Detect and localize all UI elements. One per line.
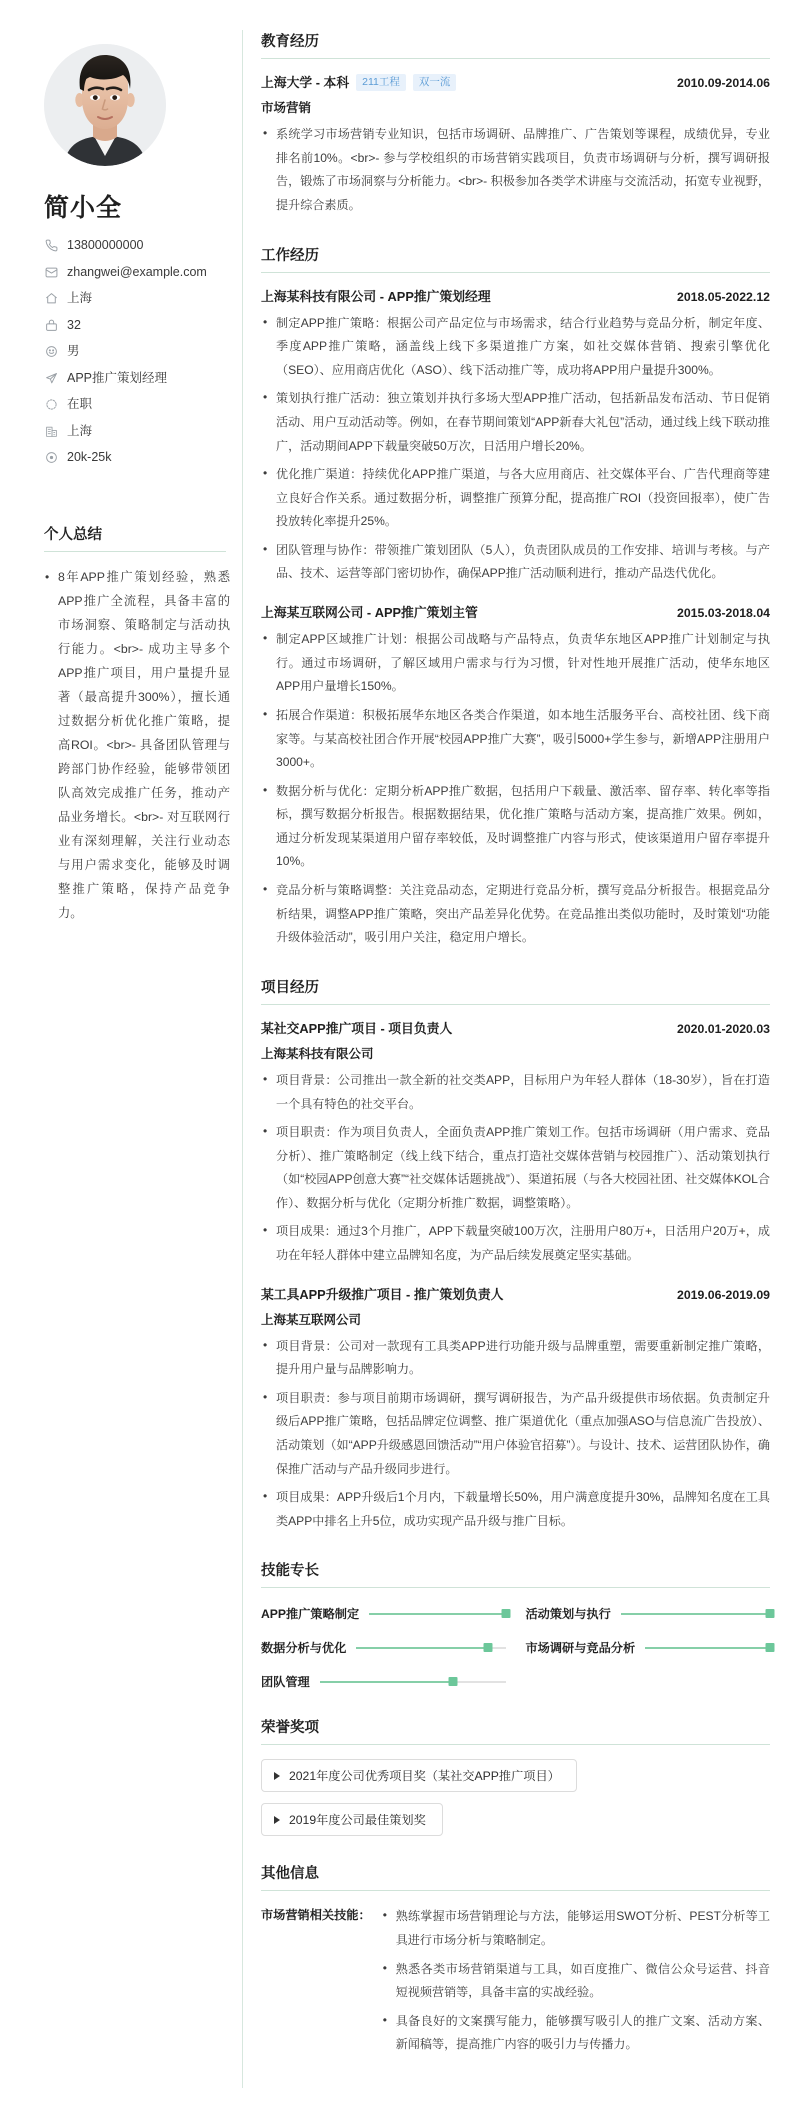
bullet-item: • 具备良好的文案撰写能力，能够撰写吸引人的推广文案、活动方案、新闻稿等，提高推广内容的吸引力与传播力。 (381, 2010, 770, 2057)
work-bullets (261, 312, 770, 586)
age-icon (44, 318, 58, 332)
project-company: 上海某科技有限公司 (261, 1046, 374, 1061)
skill-label: 数据分析与优化 (261, 1641, 347, 1656)
education-major: 市场营销 (261, 101, 312, 116)
salary-icon (44, 451, 58, 465)
skill-slider[interactable] (369, 1613, 505, 1615)
page-title: 简小全 (44, 194, 123, 222)
bullet-item: • 竞品分析与策略调整：关注竞品动态，定期进行竞品分析，撰写竞品分析报告。根据竞品分析结果，调整APP推广策略，突出产品差异化优势。在竞品推出类似功能时，及时策划“功能升级体验活动”，吸引用户关注，稳定用户增长。 (261, 879, 770, 950)
contact-value: 在职 (67, 397, 93, 411)
skill-label: 市场调研与竞品分析 (525, 1641, 636, 1656)
section-honors (261, 1716, 770, 1836)
section-title-projects: 项目经历 (261, 976, 770, 1005)
skill-fill (320, 1681, 454, 1683)
main-content (257, 24, 776, 2088)
contact-hometown (44, 291, 222, 306)
contact-value: 上海 (67, 423, 93, 438)
honor-label: 2021年度公司优秀项目奖（某社交APP推广项目） (289, 1769, 560, 1784)
education-tag: 211工程 (356, 74, 406, 92)
entry-title-text: 某工具APP升级推广项目 - 推广策划负责人 (261, 1286, 504, 1302)
home-icon (44, 292, 58, 306)
bullet-item: • 制定APP推广策略：根据公司产品定位与市场需求，结合行业趋势与竞品分析，制定年度、季度APP推广策略，涵盖线上线下多渠道推广方案，如社交媒体营销、搜索引擎优化（SEO）、应用商店优化（ASO）、线下活动推广等，成功将APP用户量提升300%。 (261, 312, 770, 383)
work-date: 2018.05-2022.12 (677, 289, 770, 304)
bullet-item: • 项目背景：公司推出一款全新的社交类APP，目标用户为年轻人群体（18-30岁），旨在打造一个具有特色的社交平台。 (261, 1069, 770, 1116)
summary-section-title: 个人总结 (44, 523, 226, 552)
section-title-work: 工作经历 (261, 244, 770, 273)
work-entry (261, 287, 770, 587)
contact-gender (44, 344, 222, 359)
skill-knob[interactable] (766, 1643, 775, 1652)
bullet-item: • 数据分析与优化：定期分析APP推广数据，包括用户下载量、激活率、留存率、转化率等指标，撰写数据分析报告。根据数据结果，优化推广策略与活动方案，提高推广效果。例如，通过分析发现某渠道用户留存率较低，及时调整推广内容与形式，使该渠道用户留存率提升10%。 (261, 780, 770, 874)
other-info-bullets (381, 1905, 770, 2061)
contact-email (44, 265, 222, 280)
project-bullets (261, 1069, 770, 1268)
portrait-photo-icon (44, 44, 166, 166)
bullet-item: • 策划执行推广活动：独立策划并执行多场大型APP推广活动，包括新品发布活动、节日促销活动、用户互动活动等。例如，在春节期间策划“APP新春大礼包”活动，通过线上线下联动推广，活动期间APP下载量突破50万次，日活用户增长20%。 (261, 387, 770, 458)
skill-knob[interactable] (501, 1609, 510, 1618)
contact-city (44, 424, 222, 439)
skill-item (261, 1639, 506, 1656)
skill-knob[interactable] (449, 1677, 458, 1686)
phone-icon (44, 239, 58, 253)
city-icon (44, 424, 58, 438)
skill-fill (621, 1613, 770, 1615)
skill-knob[interactable] (766, 1609, 775, 1618)
contact-value: 20k-25k (67, 450, 112, 464)
email-icon (44, 265, 58, 279)
skill-slider[interactable] (320, 1681, 506, 1683)
project-name-role (261, 1285, 503, 1304)
contact-value: 13800000000 (67, 238, 144, 252)
contact-employment-status (44, 397, 222, 412)
skill-fill (369, 1613, 505, 1615)
entry-head (261, 1285, 770, 1304)
entry-title-text: 上海某互联网公司 - APP推广策划主管 (261, 605, 478, 621)
bullet-item: • 项目职责：参与项目前期市场调研，撰写调研报告，为产品升级提供市场依据。负责制定升级后APP推广策略，包括品牌定位调整、推广渠道优化（重点加强ASO与信息流广告投放）、活动策划（如“APP升级感恩回馈活动”“用户体验官招募”）。与设计、技术、运营团队协作，确保推广活动与产品升级同步进行。 (261, 1387, 770, 1481)
vertical-divider (242, 30, 243, 2088)
section-title-honors: 荣誉奖项 (261, 1716, 770, 1745)
gender-icon (44, 345, 58, 359)
skill-label: 团队管理 (261, 1675, 310, 1690)
work-bullets (261, 628, 770, 950)
education-school-degree (261, 73, 456, 92)
project-entry (261, 1019, 770, 1268)
entry-title-text: 上海大学 - 本科 (261, 75, 350, 90)
entry-head (261, 73, 770, 92)
honor-label: 2019年度公司最佳策划奖 (289, 1813, 426, 1828)
bullet-item: • 系统学习市场营销专业知识，包括市场调研、品牌推广、广告策划等课程，成绩优异，专业排名前10%。<br>- 参与学校组织的市场营销实践项目，负责市场调研与分析，撰写调研报告，锻炼了市场洞察与分析能力。<br>- 积极参加各类学术讲座与交流活动，拓宽专业视野，提升综合素质。 (261, 123, 770, 217)
status-icon (44, 398, 58, 412)
skill-item (261, 1673, 506, 1690)
skill-slider[interactable] (356, 1647, 505, 1649)
contact-phone (44, 238, 222, 253)
bullet-item: • 项目背景：公司对一款现有工具类APP进行功能升级与品牌重塑，需要重新制定推广策略，提升用户量与品牌影响力。 (261, 1335, 770, 1382)
section-skills (261, 1559, 770, 1690)
project-date: 2020.01-2020.03 (677, 1021, 770, 1036)
work-entry (261, 603, 770, 950)
contact-value: APP推广策划经理 (67, 370, 168, 385)
project-company: 上海某互联网公司 (261, 1312, 362, 1327)
honor-chip[interactable] (261, 1759, 577, 1792)
bullet-item: • 优化推广渠道：持续优化APP推广渠道，与各大应用商店、社交媒体平台、广告代理商等建立良好合作关系。通过数据分析，调整推广预算分配，提高推广ROI（投资回报率），使广告投放转化率提升25%。 (261, 463, 770, 534)
project-name-role (261, 1019, 452, 1038)
section-title-skills: 技能专长 (261, 1559, 770, 1588)
skill-fill (356, 1647, 487, 1649)
education-tag: 双一流 (413, 74, 457, 92)
project-date: 2019.06-2019.09 (677, 1287, 770, 1302)
job-title-icon (44, 371, 58, 385)
contact-value: 男 (67, 344, 80, 358)
bullet-item: • 拓展合作渠道：积极拓展华东地区各类合作渠道，如本地生活服务平台、高校社团、线下商家等。与某高校社团合作开展“校园APP推广大赛”，吸引5000+学生参与，新增APP注册用户3000+。 (261, 704, 770, 775)
bullet-item: • 项目职责：作为项目负责人，全面负责APP推广策划工作。包括市场调研（用户需求、竞品分析）、推广策略制定（线上线下结合，重点打造社交媒体营销与校园推广）、活动策划执行（如“校园APP创意大赛”“社交媒体话题挑战”）、渠道拓展（与各大校园社团、社交媒体KOL合作）、数据分析与优化（定期分析推广数据，调整策略）。 (261, 1121, 770, 1215)
project-entry (261, 1285, 770, 1534)
entry-head (261, 287, 770, 306)
honor-row (261, 1759, 770, 1792)
work-company-role (261, 603, 478, 622)
section-title-other-info: 其他信息 (261, 1862, 770, 1891)
play-triangle-icon (274, 1772, 280, 1780)
skills-grid-spacer (526, 1673, 771, 1690)
contact-salary (44, 450, 222, 465)
section-other-info (261, 1862, 770, 2061)
skill-fill (645, 1647, 770, 1649)
entry-title-text: 某社交APP推广项目 - 项目负责人 (261, 1020, 453, 1036)
contact-job-title (44, 371, 222, 386)
skill-slider[interactable] (645, 1647, 770, 1649)
section-work (261, 244, 770, 950)
sidebar (18, 24, 236, 926)
bullet-item: • 熟悉各类市场营销渠道与工具，如百度推广、微信公众号运营、抖音短视频营销等，具备丰富的实战经验。 (381, 1958, 770, 2005)
skill-item (526, 1639, 771, 1656)
skill-label: APP推广策略制定 (261, 1607, 360, 1622)
bullet-item: • 熟练掌握市场营销理论与方法，能够运用SWOT分析、PEST分析等工具进行市场分析与策略制定。 (381, 1905, 770, 1952)
project-bullets (261, 1335, 770, 1534)
contact-value: 32 (67, 317, 81, 332)
avatar (44, 44, 166, 166)
summary-text: • 8年APP推广策划经验，熟悉APP推广全流程，具备丰富的市场洞察、策略制定与活动执行能力。<br>- 成功主导多个APP推广项目，用户量提升显著（最高提升300%），擅长通过数据分析优化推广策略，提高ROI。<br>- 具备团队管理与跨部门协作经验，能够带领团队高效完成推广任务，推动产品业务增长。<br>- 对互联网行业有深刻理解，关注行业动态与用户需求变化，能够及时调整推广策略，保持产品竞争力。 (44, 566, 230, 926)
skill-label: 活动策划与执行 (525, 1607, 611, 1622)
section-projects (261, 976, 770, 1534)
work-date: 2015.03-2018.04 (677, 606, 770, 621)
other-info-label: 市场营销相关技能： (261, 1908, 371, 1923)
bullet-item: • 团队管理与协作：带领推广策划团队（5人），负责团队成员的工作安排、培训与考核。与产品、技术、运营等部门密切协作，确保APP推广活动顺利进行，推动产品迭代优化。 (261, 539, 770, 586)
entry-title-text: 上海某科技有限公司 - APP推广策划经理 (261, 288, 491, 304)
section-title-education: 教育经历 (261, 30, 770, 59)
entry-head (261, 1019, 770, 1038)
entry-head (261, 603, 770, 622)
honor-row (261, 1803, 770, 1836)
skill-knob[interactable] (483, 1643, 492, 1652)
contact-list (44, 238, 222, 465)
work-company-role (261, 287, 491, 306)
skill-item (261, 1605, 506, 1622)
skill-slider[interactable] (621, 1613, 770, 1615)
bullet-item: • 制定APP区域推广计划：根据公司战略与产品特点，负责华东地区APP推广计划制定与执行。通过市场调研，了解区域用户需求与行为习惯，针对性地开展推广活动，使华东地区APP用户量增长150%。 (261, 628, 770, 699)
skills-grid (261, 1602, 770, 1690)
education-bullets (261, 123, 770, 217)
education-entry (261, 73, 770, 218)
honor-chip[interactable] (261, 1803, 443, 1836)
other-info-block (261, 1905, 770, 2061)
play-triangle-icon (274, 1816, 280, 1824)
contact-age (44, 318, 222, 333)
bullet-item: • 项目成果：通过3个月推广，APP下载量突破100万次，注册用户80万+，日活用户20万+，成功在年轻人群体中建立品牌知名度，为产品后续发展奠定坚实基础。 (261, 1220, 770, 1267)
bullet-item: • 项目成果：APP升级后1个月内，下载量增长50%，用户满意度提升30%，品牌知名度在工具类APP中排名上升5位，成功实现产品升级与推广目标。 (261, 1486, 770, 1533)
skill-item (526, 1605, 771, 1622)
contact-value: zhangwei@example.com (67, 264, 207, 279)
education-date: 2010.09-2014.06 (677, 76, 770, 90)
section-education (261, 30, 770, 218)
contact-value: 上海 (67, 291, 93, 305)
